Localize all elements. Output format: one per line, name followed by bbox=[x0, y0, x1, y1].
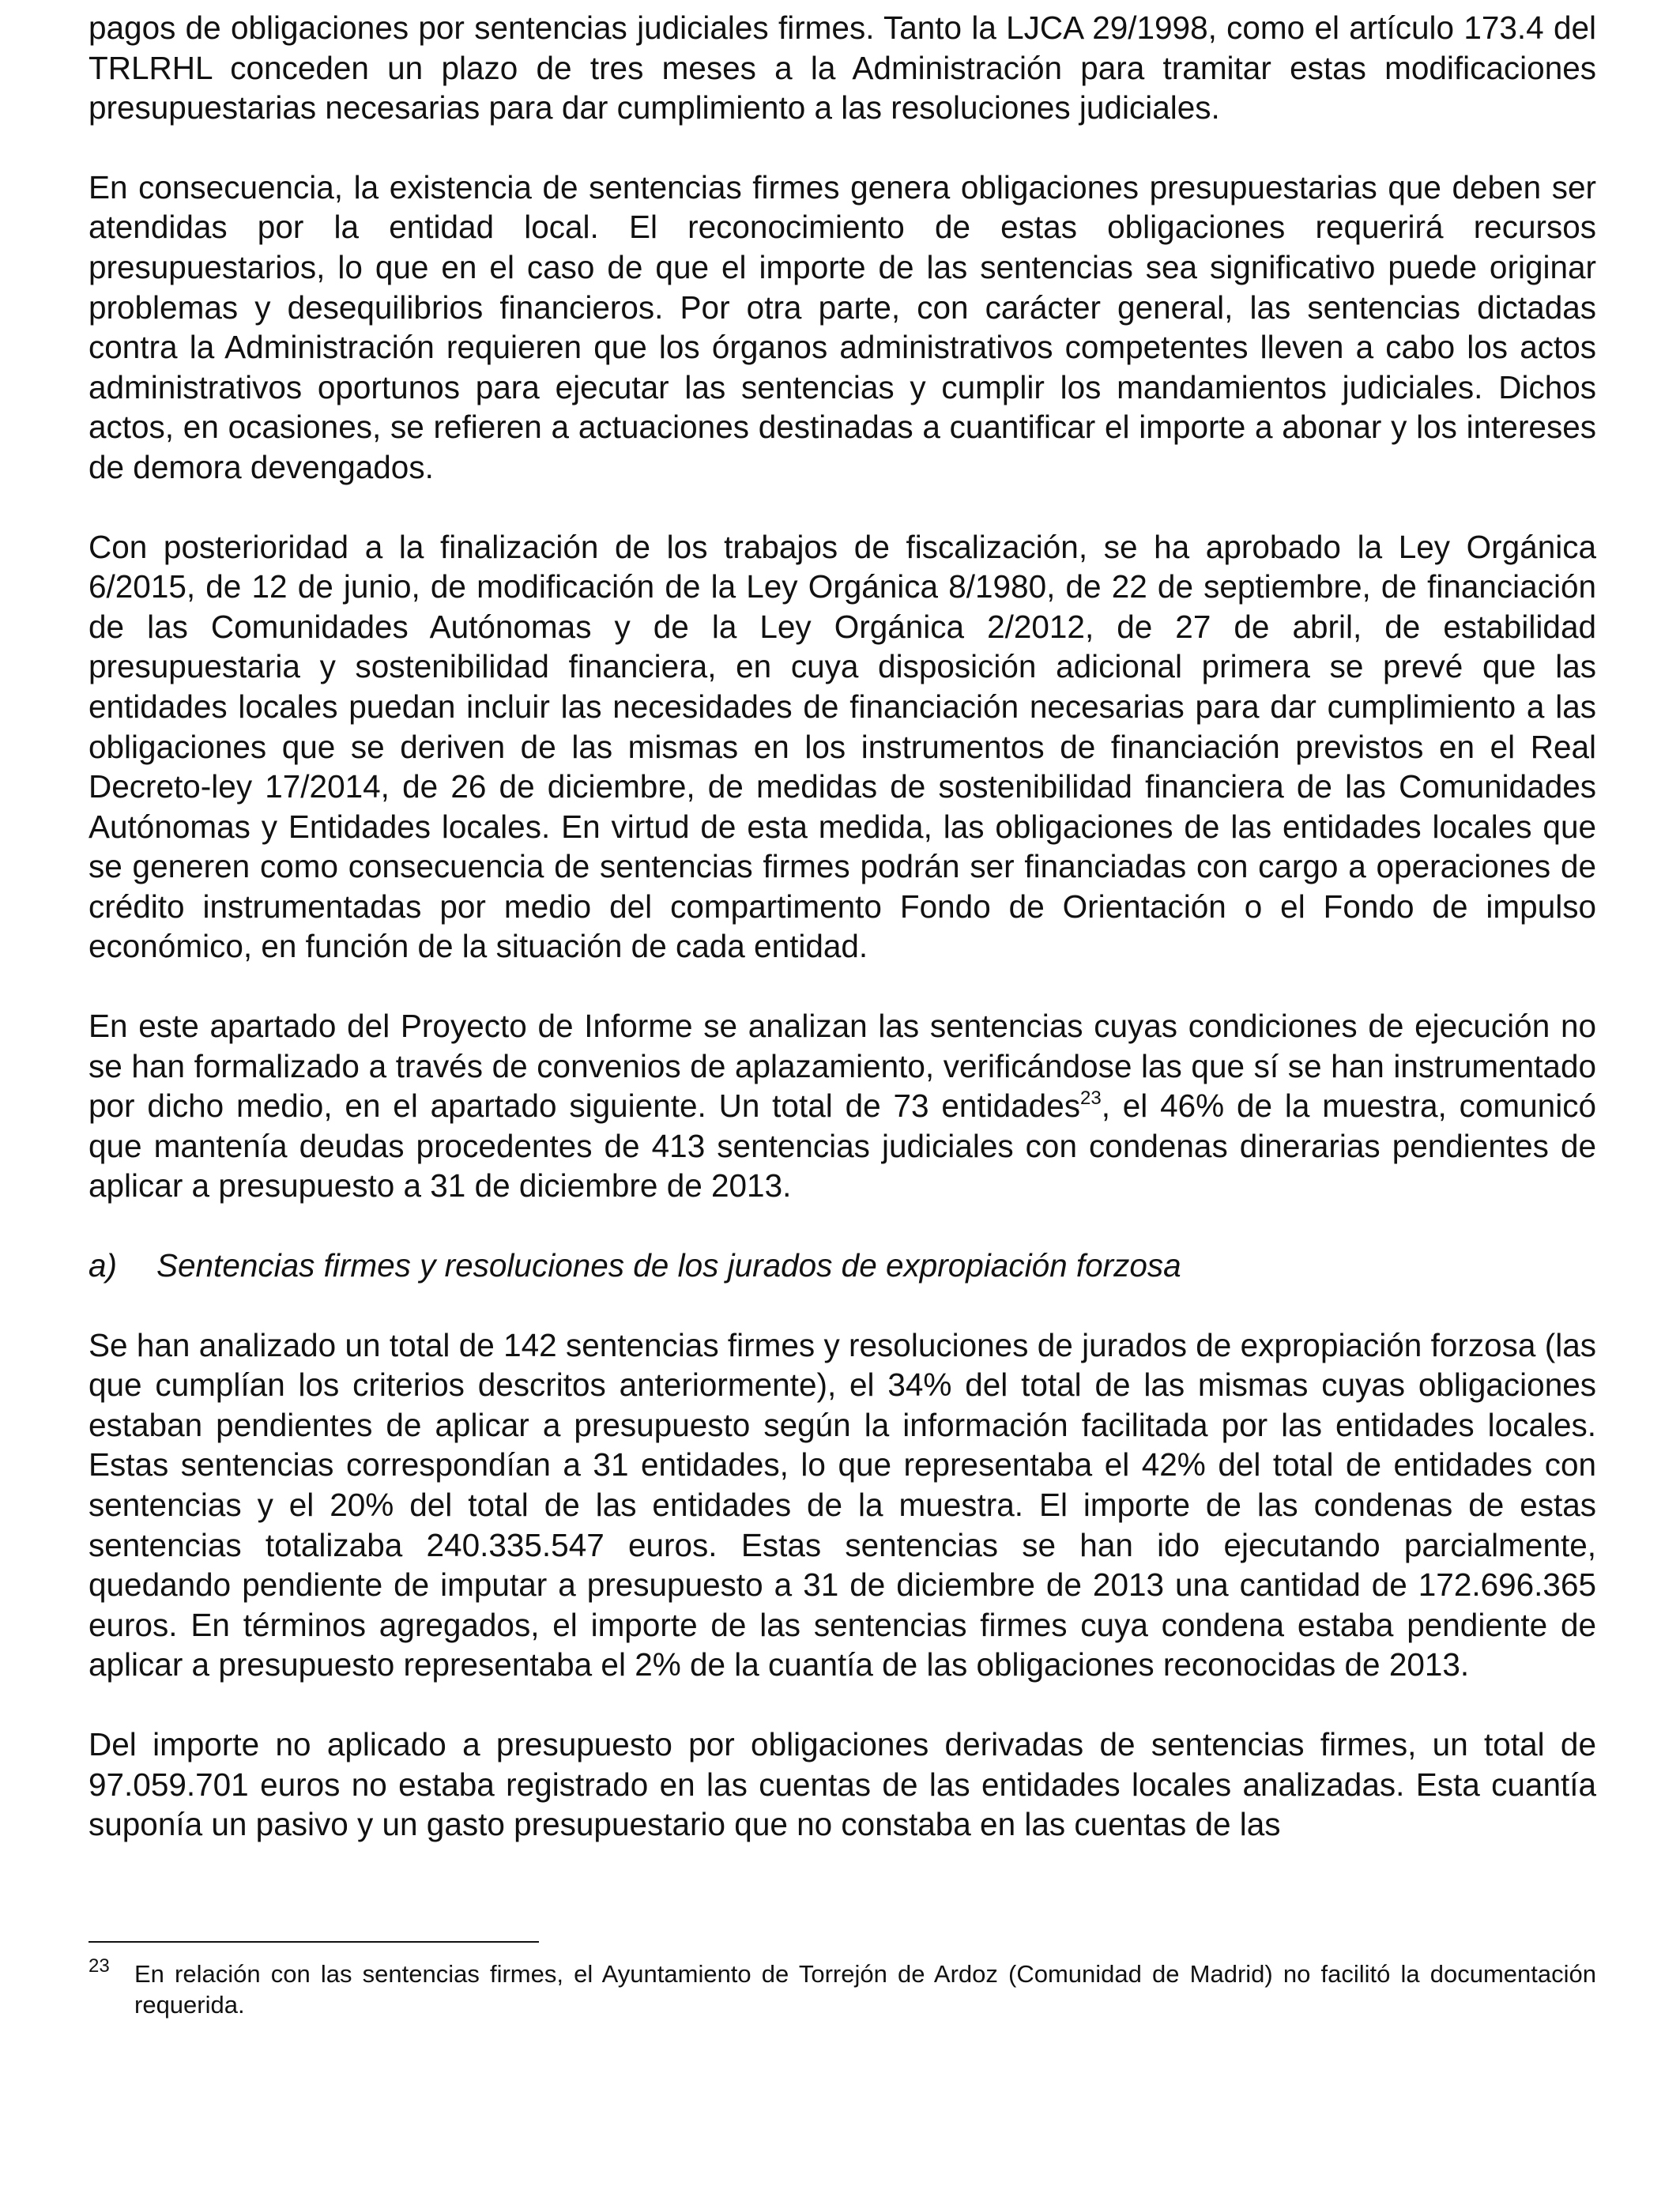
paragraph-6: Del importe no aplicado a presupuesto por obligaciones derivadas de sentencias firmes, un total de 97.059.701 euros no estaba registrado en las cuentas de las entidades locales analizadas. Esta cuantía suponía un pasivo y un gasto presupuestario que no constaba en las cuentas de las bbox=[89, 1725, 1596, 1843]
paragraph-2: En consecuencia, la existencia de sentencias firmes genera obligaciones presupuestarias que deben ser atendidas por la entidad local. El reconocimiento de estas obligaciones requerirá recursos presupuestarios, lo que en el caso de que el importe de las sentencias sea significativo puede originar problemas y desequilibrios financieros. Por otra parte, con carácter general, las sentencias dictadas contra la Administración requieren que los órganos administrativos competentes lleven a cabo los actos administrativos oportunos para ejecutar las sentencias y cumplir los mandamientos judiciales. Dichos actos, en ocasiones, se refieren a actuaciones destinadas a cuantificar el importe a abonar y los intereses de demora devengados. bbox=[89, 168, 1596, 485]
paragraph-1: pagos de obligaciones por sentencias judiciales firmes. Tanto la LJCA 29/1998, como el artículo 173.4 del TRLRHL conceden un plazo de tres meses a la Administración para tramitar estas modificaciones presupuestarias necesarias para dar cumplimiento a las resoluciones judiciales. bbox=[89, 9, 1596, 126]
section-heading-a bbox=[89, 1246, 1596, 1286]
document-body bbox=[89, 8, 1596, 1884]
paragraph-3: Con posterioridad a la finalización de los trabajos de fiscalización, se ha aprobado la Ley Orgánica 6/2015, de 12 de junio, de modificación de la Ley Orgánica 8/1980, de 22 de septiembre, de financiación de las Comunidades Autónomas y de la Ley Orgánica 2/2012, de 27 de abril, de estabilidad presupuestaria y sostenibilidad financiera, en cuya disposición adicional primera se prevé que las entidades locales puedan incluir las necesidades de financiación necesarias para dar cumplimiento a las obligaciones que se deriven de las mismas en los instrumentos de financiación previstos en el Real Decreto-ley 17/2014, de 26 de diciembre, de medidas de sostenibilidad financiera de las Comunidades Autónomas y Entidades locales. En virtud de esta medida, las obligaciones de las entidades locales que se generen como consecuencia de sentencias firmes podrán ser financiadas con cargo a operaciones de crédito instrumentadas por medio del compartimento Fondo de Orientación o el Fondo de impulso económico, en función de la situación de cada entidad. bbox=[89, 528, 1596, 965]
paragraph-4-text-end: , el 46% de la muestra, comunicó que mantenía deudas procedentes de 413 sentencias judiciales con condenas dinerarias pendientes de aplicar a presupuesto a 31 de diciembre de 2013. bbox=[89, 1088, 1596, 1204]
paragraph-5: Se han analizado un total de 142 sentencias firmes y resoluciones de jurados de expropiación forzosa (las que cumplían los criterios descritos anteriormente), el 34% del total de las mismas cuyas obligaciones estaban pendientes de aplicar a presupuesto según la información facilitada por las entidades locales. Estas sentencias correspondían a 31 entidades, lo que representaba el 42% del total de entidades con sentencias y el 20% del total de las entidades de la muestra. El importe de las condenas de estas sentencias totalizaba 240.335.547 euros. Estas sentencias se han ido ejecutando parcialmente, quedando pendiente de imputar a presupuesto a 31 de diciembre de 2013 una cantidad de 172.696.365 euros. En términos agregados, el importe de las sentencias firmes cuya condena estaba pendiente de aplicar a presupuesto representaba el 2% de la cuantía de las obligaciones reconocidas de 2013. bbox=[89, 1326, 1596, 1683]
footnote-reference: 23 bbox=[1079, 1087, 1102, 1109]
paragraph-4 bbox=[89, 1006, 1596, 1206]
paragraph-4-text-start: En este apartado del Proyecto de Informe se analizan las sentencias cuyas condiciones de ejecución no se han formalizado a través de convenios de aplazamiento, verificándose las que sí se han instrumentado por dicho medio, en el apartado siguiente. Un total de 73 entidades bbox=[89, 1008, 1596, 1125]
footnote bbox=[89, 1955, 1596, 2020]
section-heading-text: Sentencias firmes y resoluciones de los jurados de expropiación forzosa bbox=[156, 1247, 1181, 1284]
footnote-separator bbox=[89, 1941, 539, 1943]
footnote-number: 23 bbox=[89, 1955, 110, 1977]
section-marker: a) bbox=[89, 1247, 118, 1284]
footnote-text: En relación con las sentencias firmes, el Ayuntamiento de Torrejón de Ardoz (Comunidad de Madrid) no facilitó la documentación requerida. bbox=[134, 1960, 1596, 2019]
